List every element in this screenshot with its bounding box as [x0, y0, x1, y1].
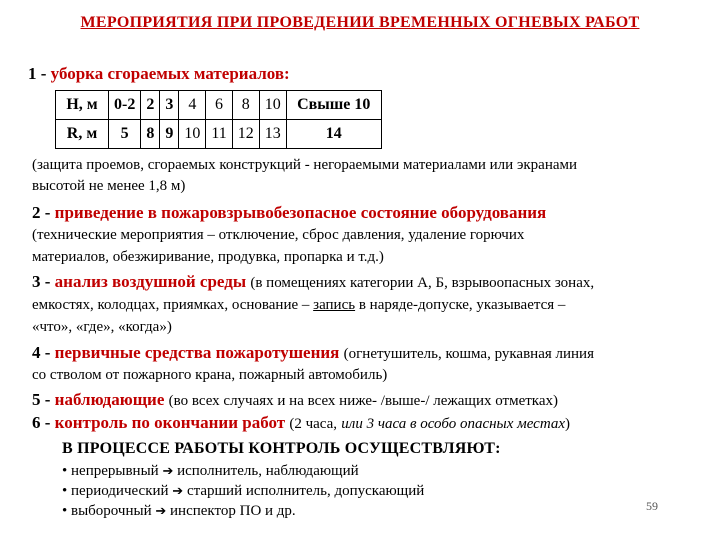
- item-title: первичные средства пожаротушения: [54, 343, 340, 362]
- control-who: инспектор ПО и др.: [170, 503, 296, 519]
- height-radius-table: [55, 90, 382, 149]
- table-cell: 4: [179, 91, 206, 120]
- control-who: старший исполнитель, допускающий: [186, 483, 425, 499]
- item-5-heading: [32, 390, 558, 410]
- item-number: 6 -: [32, 413, 51, 432]
- control-type: выборочный: [71, 503, 152, 519]
- control-item: [62, 483, 424, 500]
- table-cell: 12: [232, 120, 259, 149]
- item-text-underlined: запись: [313, 297, 356, 313]
- table-cell: 10: [259, 91, 286, 120]
- item-title: приведение в пожаровзрывобезопасное состояние оборудования: [54, 203, 547, 222]
- control-item: [62, 463, 359, 480]
- control-who: исполнитель, наблюдающий: [177, 463, 359, 479]
- item-4-line-2: со стволом от пожарного крана, пожарный автомобиль): [32, 367, 388, 383]
- table-cell: H, м: [56, 91, 109, 120]
- item-title: наблюдающие: [54, 390, 165, 409]
- table-cell: 3: [160, 91, 179, 120]
- item-3-line-3: «что», «где», «когда»): [32, 319, 172, 335]
- item-text: (огнетушитель, кошма, рукавная линия: [343, 346, 594, 362]
- item-1-note-line-1: (защита проемов, сгораемых конструкций - негораемыми материалами или экранами: [32, 157, 578, 173]
- table-cell: 10: [179, 120, 206, 149]
- arrow-right-icon: ➔: [155, 503, 167, 518]
- table-cell: 14: [286, 120, 381, 149]
- bullet-icon: •: [62, 483, 68, 499]
- arrow-right-icon: ➔: [162, 463, 174, 478]
- table-cell: R, м: [56, 120, 109, 149]
- item-text: емкостях, колодцах, приямках, основание –: [32, 297, 310, 313]
- item-number: 3 -: [32, 272, 51, 291]
- table-cell: 0-2: [109, 91, 141, 120]
- item-1-heading: [28, 64, 290, 84]
- control-type: периодический: [71, 483, 169, 499]
- item-2-line-1: (технические мероприятия – отключение, сброс давления, удаление горючих: [32, 227, 525, 243]
- table-row-height: [56, 91, 382, 120]
- item-1-note-line-2: высотой не менее 1,8 м): [32, 178, 186, 194]
- item-6-heading: [32, 413, 570, 433]
- item-title: контроль по окончании работ: [54, 413, 286, 432]
- item-number: 1 -: [28, 64, 47, 83]
- item-2-heading: [32, 203, 546, 223]
- item-title: уборка сгораемых материалов:: [50, 64, 290, 83]
- control-item: [62, 503, 296, 520]
- item-3-heading: [32, 272, 594, 292]
- table-cell: 5: [109, 120, 141, 149]
- table-cell: 6: [206, 91, 232, 120]
- item-text: (2 часа,: [289, 416, 338, 432]
- arrow-right-icon: ➔: [172, 483, 184, 498]
- item-number: 2 -: [32, 203, 51, 222]
- bullet-icon: •: [62, 503, 68, 519]
- bullet-icon: •: [62, 463, 68, 479]
- table-cell: 8: [232, 91, 259, 120]
- table-row-radius: [56, 120, 382, 149]
- table-cell: 9: [160, 120, 179, 149]
- page-title: МЕРОПРИЯТИЯ ПРИ ПРОВЕДЕНИИ ВРЕМЕННЫХ ОГНЕВЫХ РАБОТ: [80, 14, 640, 31]
- item-text: в наряде-допуске, указывается –: [358, 297, 566, 313]
- page-number: 59: [646, 499, 658, 513]
- table-cell: 8: [141, 120, 160, 149]
- item-4-heading: [32, 343, 594, 363]
- item-text: ): [565, 416, 570, 432]
- item-title: анализ воздушной среды: [54, 272, 247, 291]
- table-cell: 11: [206, 120, 232, 149]
- control-type: непрерывный: [71, 463, 159, 479]
- item-text-italic: или 3 часа в особо опасных местах: [341, 416, 565, 432]
- item-number: 5 -: [32, 390, 51, 409]
- table-cell: 2: [141, 91, 160, 120]
- item-number: 4 -: [32, 343, 51, 362]
- item-text: (в помещениях категории А, Б, взрывоопасных зонах,: [250, 275, 595, 291]
- item-3-line-2: [32, 297, 565, 314]
- table-cell: Свыше 10: [286, 91, 381, 120]
- item-2-line-2: материалов, обезжиривание, продувка, пропарка и т.д.): [32, 249, 384, 265]
- control-heading: В ПРОЦЕССЕ РАБОТЫ КОНТРОЛЬ ОСУЩЕСТВЛЯЮТ:: [62, 440, 501, 457]
- item-text: (во всех случаях и на всех ниже- /выше-/ лежащих отметках): [168, 393, 559, 409]
- table-cell: 13: [259, 120, 286, 149]
